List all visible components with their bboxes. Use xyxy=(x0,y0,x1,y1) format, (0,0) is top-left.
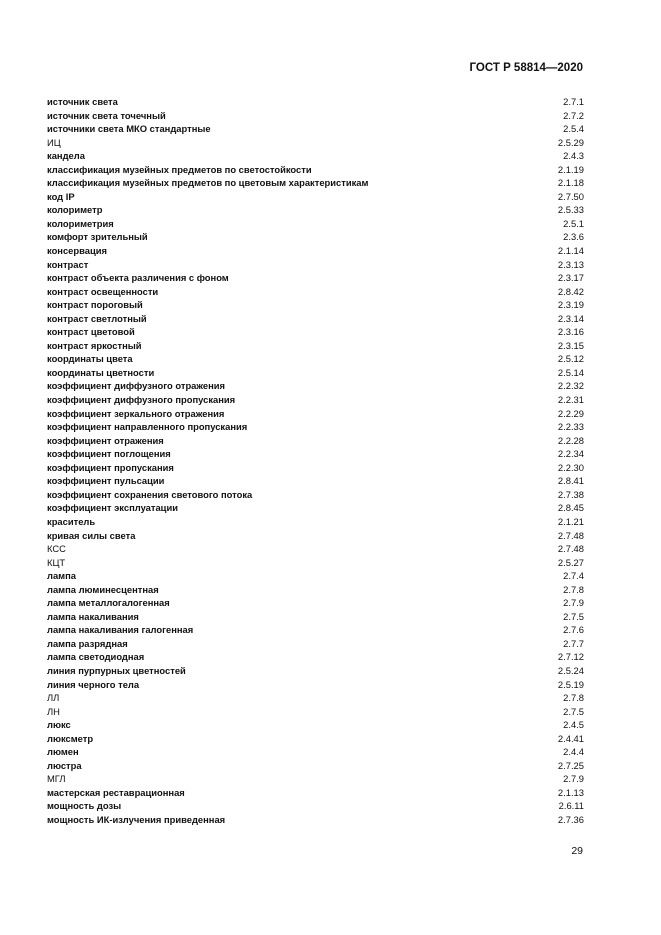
index-term: МГЛ xyxy=(47,773,66,785)
index-term: мощность ИК-излучения приведенная xyxy=(47,813,226,825)
index-term: источник света точечный xyxy=(47,109,166,121)
index-entry xyxy=(47,542,584,556)
index-entry xyxy=(47,529,584,543)
index-entry xyxy=(47,461,584,475)
index-entry xyxy=(47,95,584,109)
index-entry xyxy=(47,434,584,448)
index-entry xyxy=(47,149,584,163)
index-reference: 2.4.41 xyxy=(557,732,584,744)
index-reference: 2.1.19 xyxy=(557,163,584,175)
index-term: ЛЛ xyxy=(47,692,60,704)
index-entry xyxy=(47,447,584,461)
index-entry xyxy=(47,623,584,637)
index-entry xyxy=(47,650,584,664)
index-entry xyxy=(47,190,584,204)
index-entry xyxy=(47,163,584,177)
index-entry xyxy=(47,705,584,719)
index-term: консервация xyxy=(47,245,107,257)
index-term: коэффициент сохранения светового потока xyxy=(47,488,253,500)
index-term: колориметр xyxy=(47,204,103,216)
index-term: люстра xyxy=(47,759,82,771)
index-reference: 2.8.41 xyxy=(557,475,584,487)
index-term: люксметр xyxy=(47,732,94,744)
index-reference: 2.1.14 xyxy=(557,245,584,257)
index-reference: 2.4.4 xyxy=(563,746,584,758)
index-term: лампа накаливания xyxy=(47,610,139,622)
index-entry xyxy=(47,271,584,285)
index-entry xyxy=(47,583,584,597)
index-term: контраст xyxy=(47,258,89,270)
index-entry xyxy=(47,664,584,678)
index-reference: 2.7.7 xyxy=(563,637,584,649)
index-term: коэффициент пропускания xyxy=(47,461,174,473)
index-reference: 2.2.33 xyxy=(557,421,584,433)
index-entry xyxy=(47,420,584,434)
index-entry xyxy=(47,569,584,583)
index-reference: 2.7.5 xyxy=(563,610,584,622)
index-entry xyxy=(47,501,584,515)
index-entry xyxy=(47,556,584,570)
index-term: лампа люминесцентная xyxy=(47,583,159,595)
index-entry xyxy=(47,136,584,150)
index-entry xyxy=(47,407,584,421)
index-term: линия черного тела xyxy=(47,678,140,690)
index-entry xyxy=(47,379,584,393)
index-reference: 2.2.30 xyxy=(557,461,584,473)
index-term: КЦТ xyxy=(47,556,66,568)
index-entry xyxy=(47,203,584,217)
index-term: лампа металлогалогенная xyxy=(47,597,170,609)
index-reference: 2.7.2 xyxy=(563,109,584,121)
index-reference: 2.8.45 xyxy=(557,502,584,514)
term-index-list xyxy=(47,95,584,827)
index-reference: 2.7.38 xyxy=(557,488,584,500)
index-reference: 2.2.28 xyxy=(557,434,584,446)
index-reference: 2.7.25 xyxy=(557,759,584,771)
index-reference: 2.7.50 xyxy=(557,190,584,202)
index-reference: 2.1.18 xyxy=(557,177,584,189)
index-entry xyxy=(47,176,584,190)
index-entry xyxy=(47,813,584,827)
page-number: 29 xyxy=(571,845,583,857)
index-entry xyxy=(47,298,584,312)
index-reference: 2.3.17 xyxy=(557,272,584,284)
index-entry xyxy=(47,596,584,610)
index-term: коэффициент направленного пропускания xyxy=(47,421,248,433)
index-entry xyxy=(47,393,584,407)
index-reference: 2.4.3 xyxy=(563,150,584,162)
index-reference: 2.7.6 xyxy=(563,624,584,636)
index-entry xyxy=(47,718,584,732)
index-term: коэффициент эксплуатации xyxy=(47,502,178,514)
index-entry xyxy=(47,637,584,651)
index-reference: 2.3.16 xyxy=(557,326,584,338)
index-reference: 2.7.12 xyxy=(557,651,584,663)
index-reference: 2.3.14 xyxy=(557,312,584,324)
index-term: КСС xyxy=(47,543,66,555)
index-reference: 2.5.1 xyxy=(563,217,584,229)
index-term: люмен xyxy=(47,746,79,758)
index-reference: 2.3.6 xyxy=(563,231,584,243)
document-id: ГОСТ Р 58814—2020 xyxy=(469,62,583,74)
index-term: коэффициент диффузного отражения xyxy=(47,380,226,392)
index-reference: 2.7.8 xyxy=(563,692,584,704)
index-reference: 2.7.48 xyxy=(557,543,584,555)
index-term: координаты цвета xyxy=(47,353,133,365)
index-entry xyxy=(47,786,584,800)
index-reference: 2.7.36 xyxy=(557,813,584,825)
index-term: ИЦ xyxy=(47,136,61,148)
index-term: краситель xyxy=(47,515,96,527)
index-term: лампа xyxy=(47,570,76,582)
index-entry xyxy=(47,258,584,272)
index-reference: 2.2.29 xyxy=(557,407,584,419)
index-reference: 2.5.27 xyxy=(557,556,584,568)
index-entry xyxy=(47,109,584,123)
index-entry xyxy=(47,122,584,136)
index-term: контраст пороговый xyxy=(47,299,143,311)
index-term: координаты цветности xyxy=(47,366,155,378)
index-term: классификация музейных предметов по светостойкости xyxy=(47,163,312,175)
index-reference: 2.5.33 xyxy=(557,204,584,216)
index-reference: 2.7.8 xyxy=(563,583,584,595)
index-entry xyxy=(47,732,584,746)
index-reference: 2.3.19 xyxy=(557,299,584,311)
index-reference: 2.8.42 xyxy=(557,285,584,297)
index-term: контраст освещенности xyxy=(47,285,159,297)
index-term: линия пурпурных цветностей xyxy=(47,664,186,676)
index-reference: 2.1.21 xyxy=(557,515,584,527)
index-entry xyxy=(47,285,584,299)
index-term: колориметрия xyxy=(47,217,114,229)
index-entry xyxy=(47,325,584,339)
index-term: источники света МКО стандартные xyxy=(47,123,211,135)
index-reference: 2.4.5 xyxy=(563,719,584,731)
index-reference: 2.2.34 xyxy=(557,448,584,460)
index-term: коэффициент зеркального отражения xyxy=(47,407,225,419)
index-term: классификация музейных предметов по цветовым характеристикам xyxy=(47,177,369,189)
index-term: контраст цветовой xyxy=(47,326,135,338)
index-term: кривая силы света xyxy=(47,529,136,541)
index-reference: 2.5.12 xyxy=(557,353,584,365)
index-term: кандела xyxy=(47,150,85,162)
index-reference: 2.5.19 xyxy=(557,678,584,690)
index-term: контраст светлотный xyxy=(47,312,147,324)
index-reference: 2.2.32 xyxy=(557,380,584,392)
index-reference: 2.1.13 xyxy=(557,786,584,798)
index-reference: 2.7.9 xyxy=(563,597,584,609)
index-entry xyxy=(47,244,584,258)
index-entry xyxy=(47,312,584,326)
index-reference: 2.6.11 xyxy=(558,800,584,812)
index-term: мастерская реставрационная xyxy=(47,786,185,798)
index-entry xyxy=(47,610,584,624)
index-reference: 2.7.4 xyxy=(563,570,584,582)
index-reference: 2.7.5 xyxy=(563,705,584,717)
index-reference: 2.7.48 xyxy=(557,529,584,541)
index-entry xyxy=(47,759,584,773)
index-entry xyxy=(47,745,584,759)
index-term: коэффициент диффузного пропускания xyxy=(47,394,236,406)
index-term: контраст объекта различения с фоном xyxy=(47,272,229,284)
index-reference: 2.5.14 xyxy=(557,366,584,378)
index-entry xyxy=(47,474,584,488)
index-term: комфорт зрительный xyxy=(47,231,148,243)
index-reference: 2.5.29 xyxy=(557,136,584,148)
index-entry xyxy=(47,339,584,353)
index-entry xyxy=(47,772,584,786)
index-term: лампа накаливания галогенная xyxy=(47,624,194,636)
index-reference: 2.7.1 xyxy=(563,96,584,107)
index-entry xyxy=(47,217,584,231)
index-reference: 2.2.31 xyxy=(557,394,584,406)
index-term: контраст яркостный xyxy=(47,339,142,351)
index-term: коэффициент отражения xyxy=(47,434,164,446)
index-term: код IP xyxy=(47,190,75,202)
index-entry xyxy=(47,678,584,692)
index-reference: 2.5.4 xyxy=(563,123,584,135)
index-term: лампа светодиодная xyxy=(47,651,145,663)
index-entry xyxy=(47,230,584,244)
index-term: коэффициент поглощения xyxy=(47,448,171,460)
document-header xyxy=(470,62,583,74)
index-entry xyxy=(47,366,584,380)
index-entry xyxy=(47,515,584,529)
index-reference: 2.5.24 xyxy=(557,664,584,676)
index-term: мощность дозы xyxy=(47,800,122,812)
index-entry xyxy=(47,799,584,813)
index-term: источник света xyxy=(47,96,118,107)
index-reference: 2.3.15 xyxy=(557,339,584,351)
index-term: коэффициент пульсации xyxy=(47,475,165,487)
index-term: люкс xyxy=(47,719,71,731)
index-entry xyxy=(47,488,584,502)
index-reference: 2.7.9 xyxy=(563,773,584,785)
index-term: ЛН xyxy=(47,705,60,717)
index-entry xyxy=(47,352,584,366)
index-entry xyxy=(47,691,584,705)
index-term: лампа разрядная xyxy=(47,637,128,649)
index-reference: 2.3.13 xyxy=(557,258,584,270)
